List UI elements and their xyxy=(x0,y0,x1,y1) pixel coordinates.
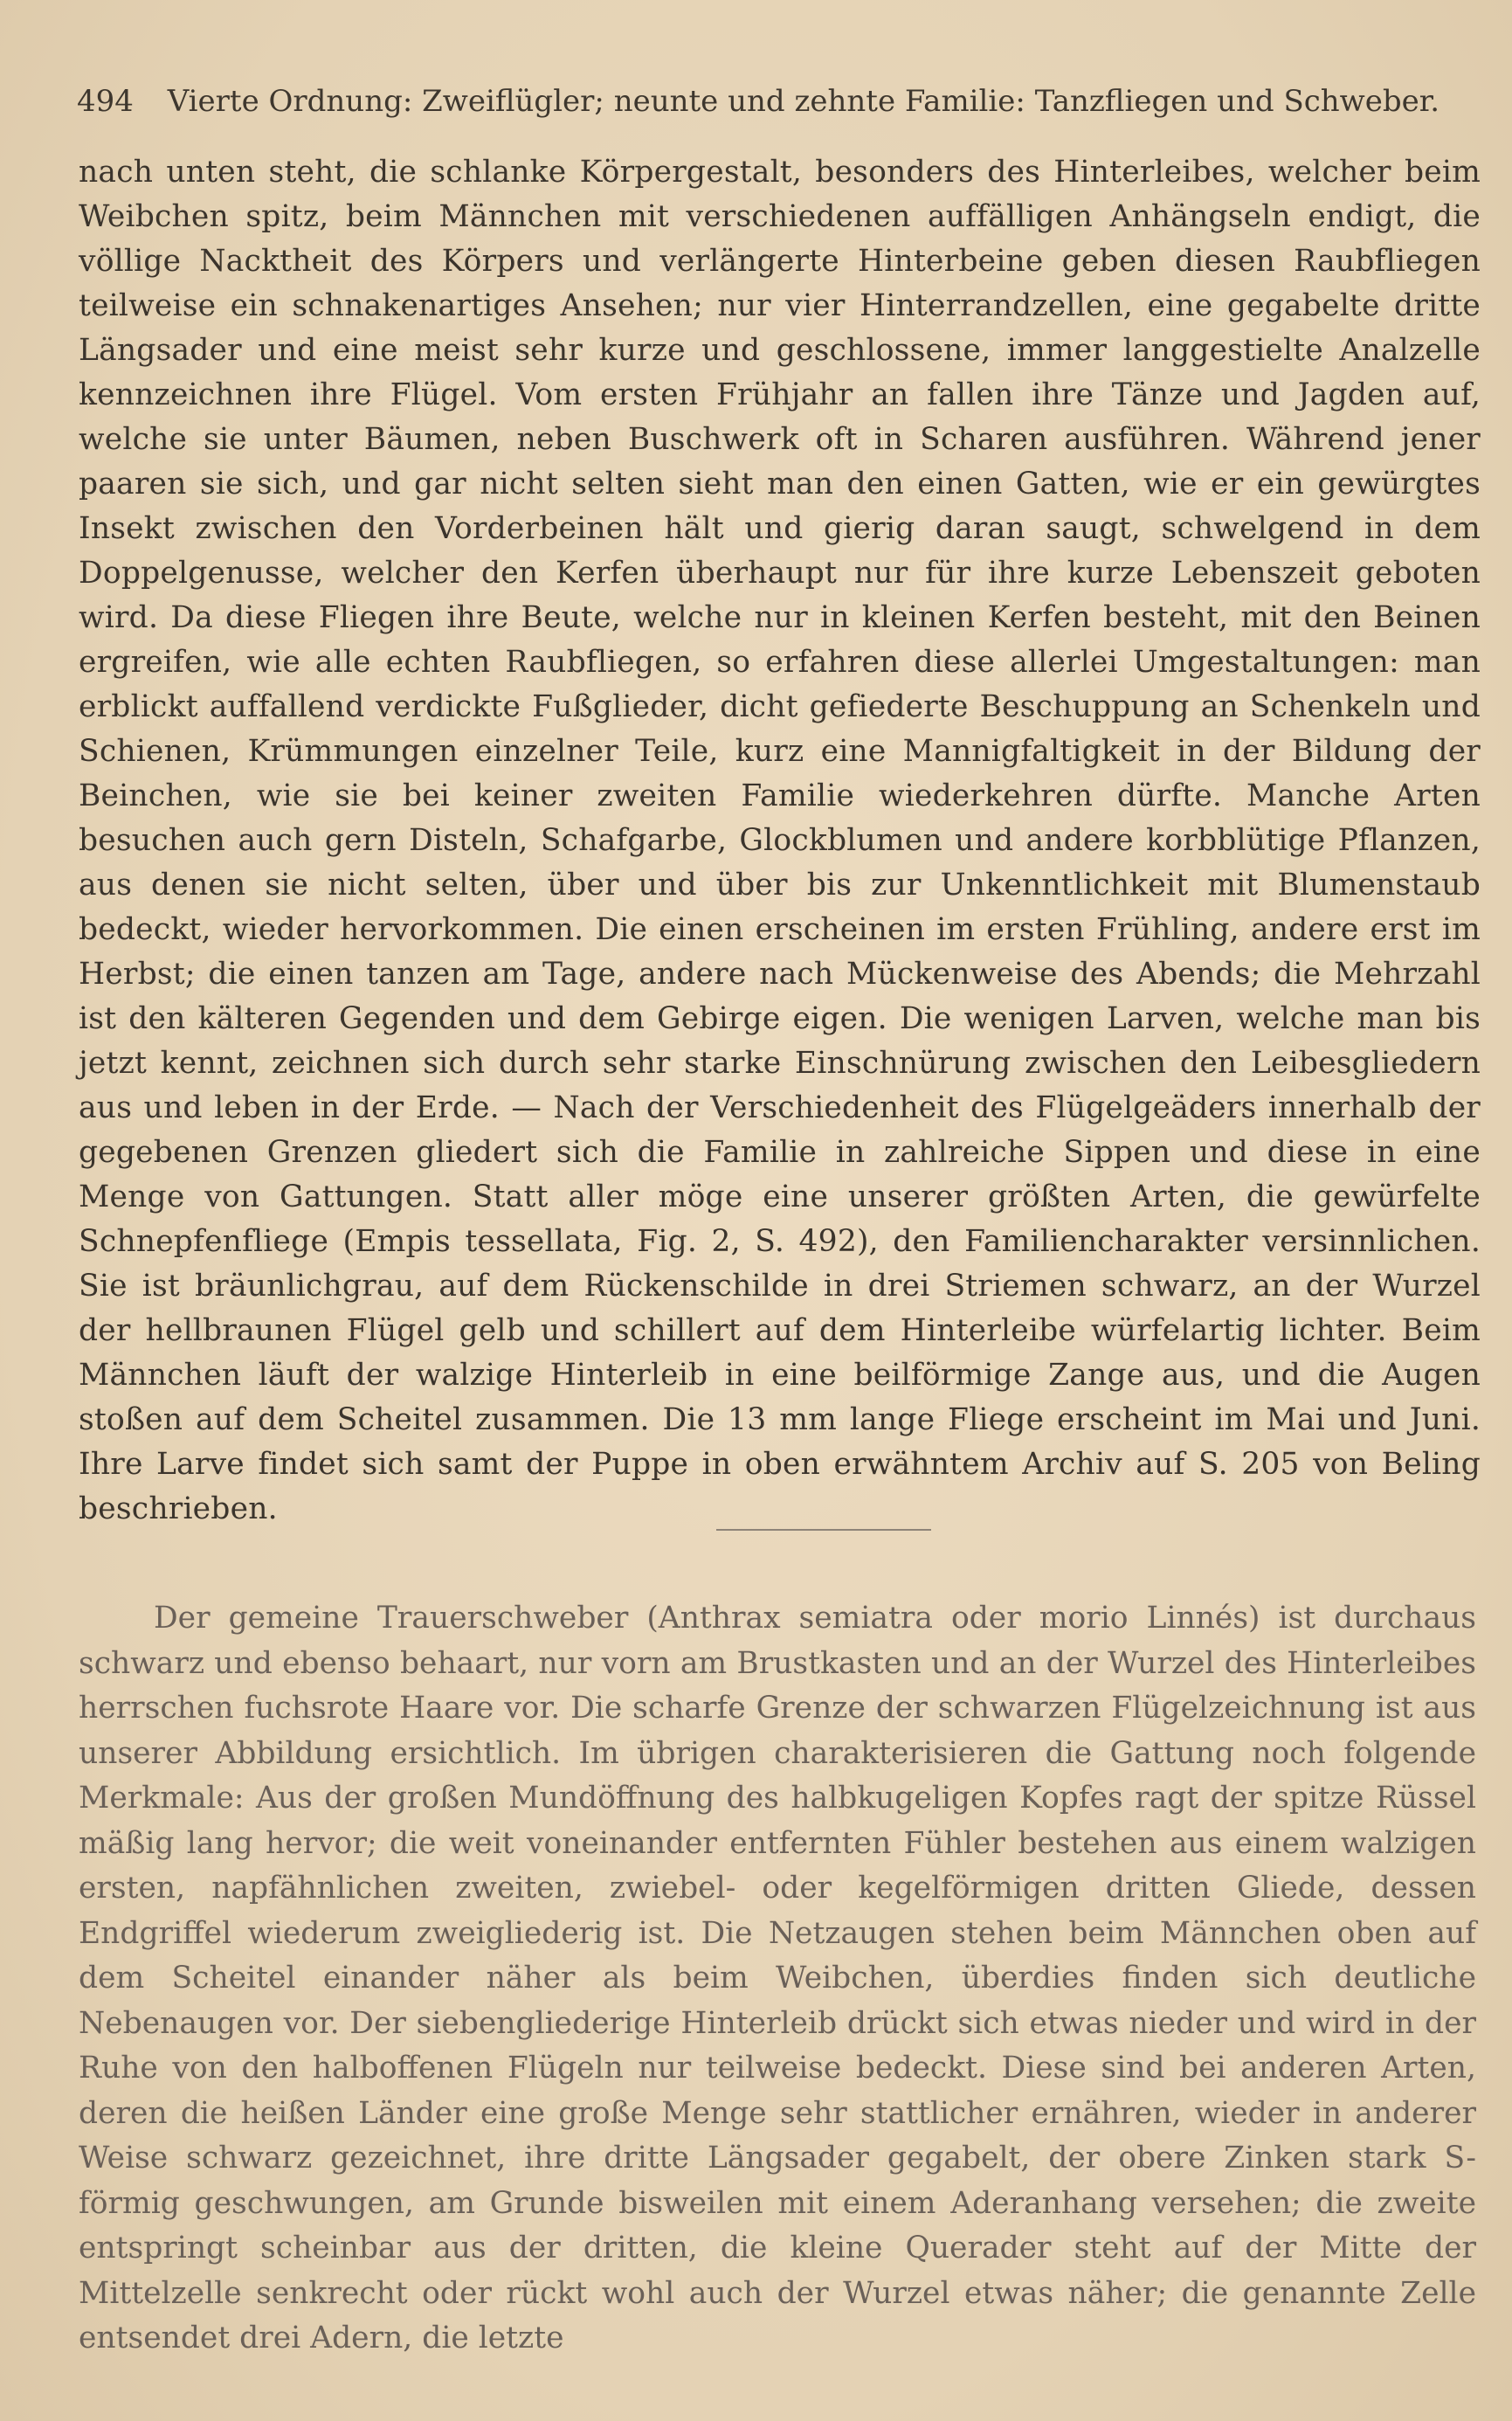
paragraph-dance-flies: nach unten steht, die schlanke Körpergestalt, besonders des Hinterleibes, welcher beim Weibchen spitz, beim Männchen mit verschiedenen auffälligen Anhängseln endigt, die völlige Nacktheit des Körpers und verlängerte Hinterbeine geben diesen Raubfliegen teilweise ein schnakenartiges Ansehen; nur vier Hinterrandzellen, eine gegabelte dritte Längsader und eine meist sehr kurze und geschlossene, immer langgestielte Analzelle kennzeichnen ihre Flügel. Vom ersten Frühjahr an fallen ihre Tänze und Jagden auf, welche sie unter Bäumen, neben Buschwerk oft in Scharen ausführen. Während jener paaren sie sich, und gar nicht selten sieht man den einen Gatten, wie er ein gewürgtes Insekt zwischen den Vorderbeinen hält und gierig daran saugt, schwelgend in dem Doppelgenusse, welcher den Kerfen überhaupt nur für ihre kurze Lebenszeit geboten wird. Da diese Fliegen ihre Beute, welche nur in kleinen Kerfen besteht, mit den Beinen ergreifen, wie alle echten Raubfliegen, so erfahren diese allerlei Umgestaltungen: man erblickt auffallend verdickte Fußglieder, dicht gefiederte Beschuppung an Schenkeln und Schienen, Krümmungen einzelner Teile, kurz eine Mannigfaltigkeit in der Bildung der Beinchen, wie sie bei keiner zweiten Familie wiederkehren dürfte. Manche Arten besuchen auch gern Disteln, Schafgarbe, Glockblumen und andere korbblütige Pflanzen, aus denen sie nicht selten, über und über bis zur Unkenntlichkeit mit Blumenstaub bedeckt, wieder hervorkommen. Die einen erscheinen im ersten Frühling, andere erst im Herbst; die einen tanzen am Tage, andere nach Mückenweise des Abends; die Mehrzahl ist den kälteren Gegenden und dem Gebirge eigen. Die wenigen Larven, welche man bis jetzt kennt, zeichnen sich durch sehr starke Einschnürung zwischen den Leibesgliedern aus und leben in der Erde. — Nach der Verschiedenheit des Flügelgeäders innerhalb der gegebenen Grenzen gliedert sich die Familie in zahlreiche Sippen und diese in eine Menge von Gattungen. Statt aller möge eine unserer größten Arten, die gewürfelte Schnepfenfliege (Empis tessellata, Fig. 2, S. 492), den Familiencharakter versinnlichen. Sie ist bräunlichgrau, auf dem Rückenschilde in drei Striemen schwarz, an der Wurzel der hellbraunen Flügel gelb und schillert auf dem Hinterleibe würfelartig lichter. Beim Männchen läuft der walzige Hinterleib in eine beilförmige Zange aus, und die Augen stoßen auf dem Scheitel zusammen. Die 13 mm lange Fliege erscheint im Mai und Juni. Ihre Larve findet sich samt der Puppe in oben erwähntem Archiv auf S. 205 von Beling beschrieben. xyxy=(79,155,1481,1526)
section-dance-flies xyxy=(79,150,1481,1532)
section-bee-flies xyxy=(79,1596,1476,2362)
running-title: Vierte Ordnung: Zweiflügler; neunte und zehnte Familie: Tanzfliegen und Schweber. xyxy=(167,84,1440,119)
paragraph-trauerschweber: Der gemeine Trauerschweber (Anthrax semiatra oder morio Linnés) ist durchaus schwarz und ebenso behaart, nur vorn am Brustkasten und an der Wurzel des Hinterleibes herrschen fuchsrote Haare vor. Die scharfe Grenze der schwarzen Flügelzeichnung ist aus unserer Abbildung ersichtlich. Im übrigen charakterisieren die Gattung noch folgende Merkmale: Aus der großen Mundöffnung des halbkugeligen Kopfes ragt der spitze Rüssel mäßig lang hervor; die weit voneinander entfernten Fühler bestehen aus einem walzigen ersten, napfähnlichen zweiten, zwiebel- oder kegelförmigen dritten Gliede, dessen Endgriffel wiederum zweigliederig ist. Die Netzaugen stehen beim Männchen oben auf dem Scheitel einander näher als beim Weibchen, überdies finden sich deutliche Nebenaugen vor. Der siebengliederige Hinterleib drückt sich etwas nieder und wird in der Ruhe von den halboffenen Flügeln nur teilweise bedeckt. Diese sind bei anderen Arten, deren die heißen Länder eine große Menge sehr stattlicher ernähren, wieder in anderer Weise schwarz gezeichnet, ihre dritte Längsader gegabelt, der obere Zinken stark S-förmig geschwungen, am Grunde bisweilen mit einem Aderanhang versehen; die zweite entspringt scheinbar aus der dritten, die kleine Querader steht auf der Mitte der Mittelzelle senkrecht oder rückt wohl auch der Wurzel etwas näher; die genannte Zelle entsendet drei Adern, die letzte xyxy=(79,1601,1476,2355)
running-header xyxy=(77,84,1440,119)
section-divider xyxy=(716,1529,931,1531)
page-number: 494 xyxy=(77,84,134,119)
